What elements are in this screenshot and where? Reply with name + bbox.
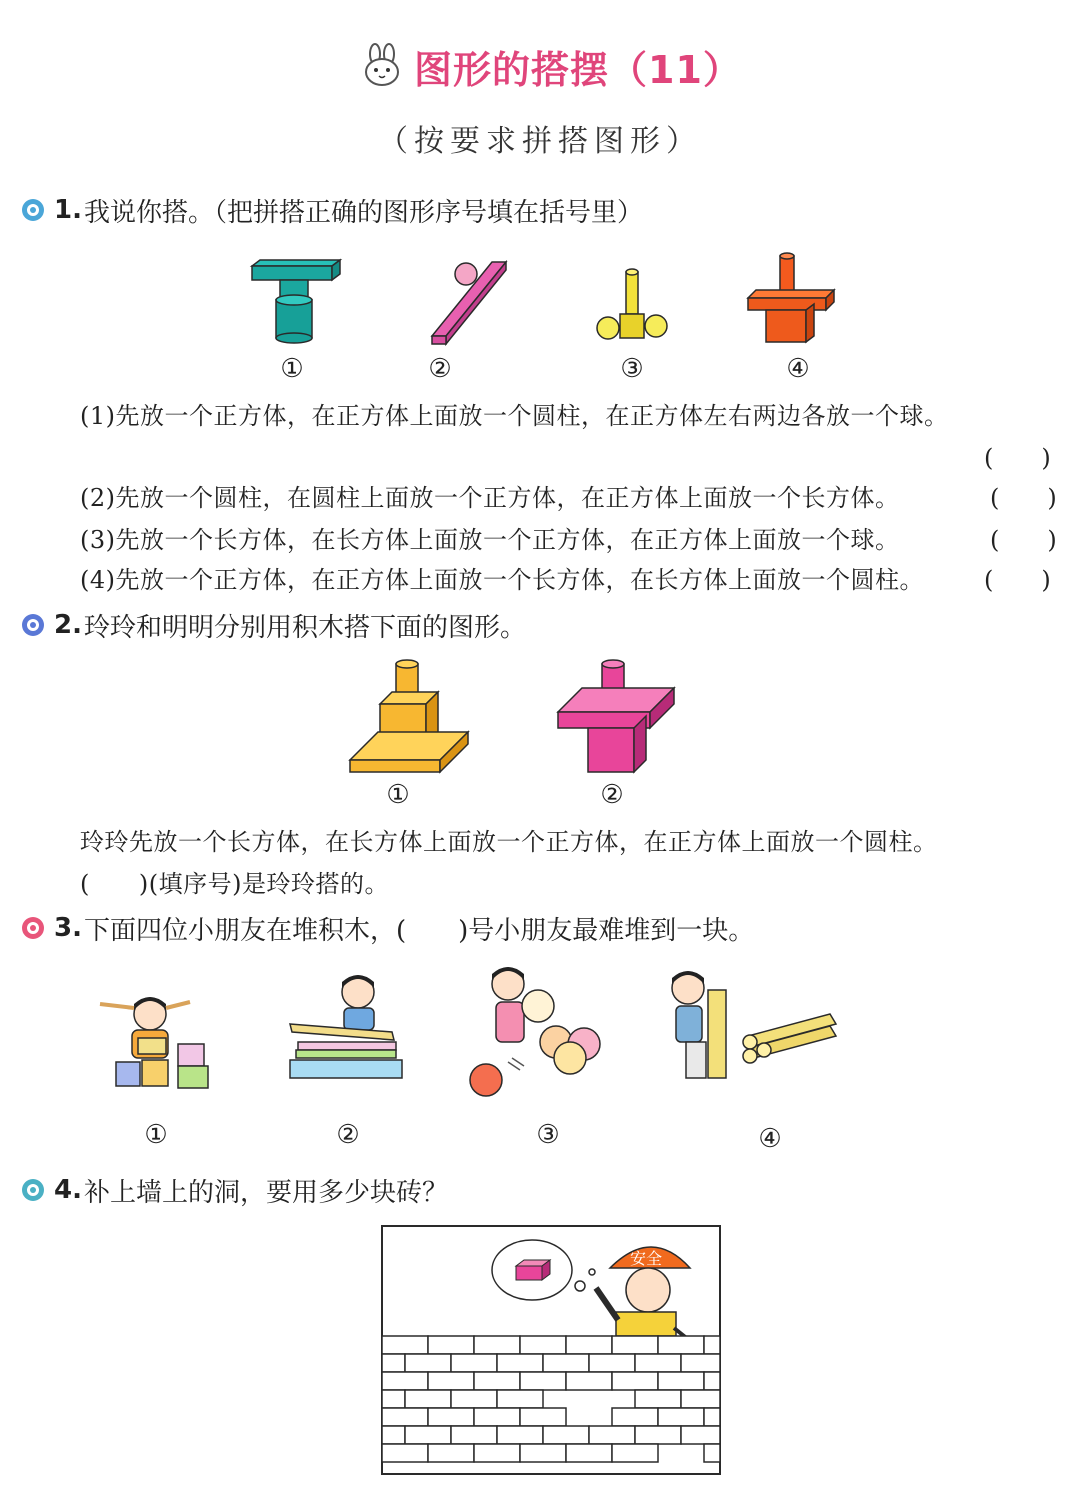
brick xyxy=(382,1444,428,1462)
brick xyxy=(428,1336,474,1354)
q3-child-2-illustration xyxy=(286,970,410,1088)
q2-answer-line[interactable]: ( )(填序号)是玲玲搭的。 xyxy=(80,870,389,898)
brick xyxy=(382,1372,428,1390)
question-4-heading xyxy=(20,1170,448,1210)
q1-item-1: (1)先放一个正方体，在正方体上面放一个圆柱，在正方体左右两边各放一个球。 xyxy=(80,402,949,430)
page-title: 图形的搭摆（11） xyxy=(414,47,742,92)
q1-item-2: (2)先放一个圆柱，在圆柱上面放一个正方体，在正方体上面放一个长方体。 xyxy=(80,484,900,512)
brick xyxy=(612,1444,658,1462)
question-prompt: 补上墙上的洞，要用多少块砖？ xyxy=(83,1177,448,1208)
question-3-heading xyxy=(20,908,754,948)
brick xyxy=(658,1408,704,1426)
brick xyxy=(566,1372,612,1390)
brick xyxy=(589,1426,635,1444)
q1-label-4: ④ xyxy=(786,354,810,384)
brick xyxy=(566,1336,612,1354)
brick xyxy=(405,1390,451,1408)
q1-answer-blank-3[interactable]: ( ) xyxy=(990,526,1057,554)
page-subtitle: （按要求拼搭图形） xyxy=(378,124,702,159)
q3-label-3: ③ xyxy=(536,1120,560,1150)
brick xyxy=(681,1426,720,1444)
brick xyxy=(428,1372,474,1390)
question-number: 3. xyxy=(54,913,82,943)
brick xyxy=(612,1372,658,1390)
q1-item-3: (3)先放一个长方体，在长方体上面放一个正方体，在正方体上面放一个球。 xyxy=(80,526,900,554)
brick xyxy=(405,1426,451,1444)
brick xyxy=(520,1444,566,1462)
brick xyxy=(474,1408,520,1426)
question-number: 2. xyxy=(54,610,82,640)
question-number: 4. xyxy=(54,1175,82,1205)
q4-wall-illustration xyxy=(382,1226,720,1476)
flower-bullet-icon xyxy=(20,1177,46,1203)
q1-label-3: ③ xyxy=(620,354,644,384)
question-prompt: 下面四位小朋友在堆积木，( )号小朋友最难堆到一块。 xyxy=(83,915,755,946)
q2-label-2: ② xyxy=(600,780,624,810)
q1-label-1: ① xyxy=(280,354,304,384)
brick xyxy=(382,1426,405,1444)
q1-figure-3 xyxy=(594,268,674,348)
brick xyxy=(405,1354,451,1372)
brick xyxy=(474,1372,520,1390)
brick xyxy=(497,1390,543,1408)
brick xyxy=(635,1354,681,1372)
q2-description: 玲玲先放一个长方体，在长方体上面放一个正方体，在正方体上面放一个圆柱。 xyxy=(80,828,938,856)
q1-label-2: ② xyxy=(428,354,452,384)
question-1-heading xyxy=(20,190,643,230)
brick xyxy=(428,1444,474,1462)
q3-child-3-illustration xyxy=(466,962,610,1098)
brick xyxy=(566,1444,612,1462)
brick xyxy=(543,1426,589,1444)
helmet-text: 安全 xyxy=(630,1249,663,1268)
brick xyxy=(704,1408,720,1426)
q2-figure-2 xyxy=(554,658,680,778)
brick xyxy=(612,1336,658,1354)
brick xyxy=(681,1390,720,1408)
question-2-heading xyxy=(20,605,526,645)
brick xyxy=(474,1336,520,1354)
question-prompt: 玲玲和明明分别用积木搭下面的图形。 xyxy=(83,612,526,643)
brick xyxy=(451,1354,497,1372)
brick xyxy=(635,1426,681,1444)
brick xyxy=(451,1426,497,1444)
brick xyxy=(451,1390,497,1408)
flower-bullet-icon xyxy=(20,915,46,941)
q3-label-1: ① xyxy=(144,1120,168,1150)
brick xyxy=(520,1336,566,1354)
brick xyxy=(704,1444,720,1462)
brick xyxy=(382,1390,405,1408)
title-block xyxy=(360,36,740,96)
q1-item-4: (4)先放一个正方体，在正方体上面放一个长方体，在长方体上面放一个圆柱。 xyxy=(80,566,924,594)
brick xyxy=(382,1336,428,1354)
q1-answer-blank-1[interactable]: ( ) xyxy=(984,444,1051,472)
brick xyxy=(520,1372,566,1390)
brick xyxy=(635,1390,681,1408)
brick xyxy=(681,1354,720,1372)
brick xyxy=(658,1372,704,1390)
q3-label-2: ② xyxy=(336,1120,360,1150)
q1-figure-2 xyxy=(428,258,510,348)
flower-bullet-icon xyxy=(20,612,46,638)
q1-answer-blank-4[interactable]: ( ) xyxy=(984,566,1051,594)
q3-label-4: ④ xyxy=(758,1124,782,1154)
brick xyxy=(497,1354,543,1372)
brick xyxy=(474,1444,520,1462)
brick xyxy=(704,1336,720,1354)
question-prompt: 我说你搭。（把拼搭正确的图形序号填在括号里） xyxy=(83,197,643,228)
question-number: 1. xyxy=(54,195,82,225)
brick xyxy=(658,1336,704,1354)
q3-child-1-illustration xyxy=(98,990,218,1098)
bunny-icon xyxy=(360,44,404,88)
brick xyxy=(428,1408,474,1426)
q1-answer-blank-2[interactable]: ( ) xyxy=(990,484,1057,512)
brick xyxy=(589,1354,635,1372)
brick xyxy=(497,1426,543,1444)
brick xyxy=(543,1354,589,1372)
q1-figure-4 xyxy=(746,252,838,348)
q2-figure-1 xyxy=(346,656,472,776)
brick xyxy=(520,1408,566,1426)
brick xyxy=(704,1372,720,1390)
q3-child-4-illustration xyxy=(664,966,844,1084)
brick xyxy=(382,1408,428,1426)
brick xyxy=(382,1354,405,1372)
brick xyxy=(612,1408,658,1426)
q2-label-1: ① xyxy=(386,780,410,810)
flower-bullet-icon xyxy=(20,197,46,223)
q1-figure-1 xyxy=(250,258,342,348)
